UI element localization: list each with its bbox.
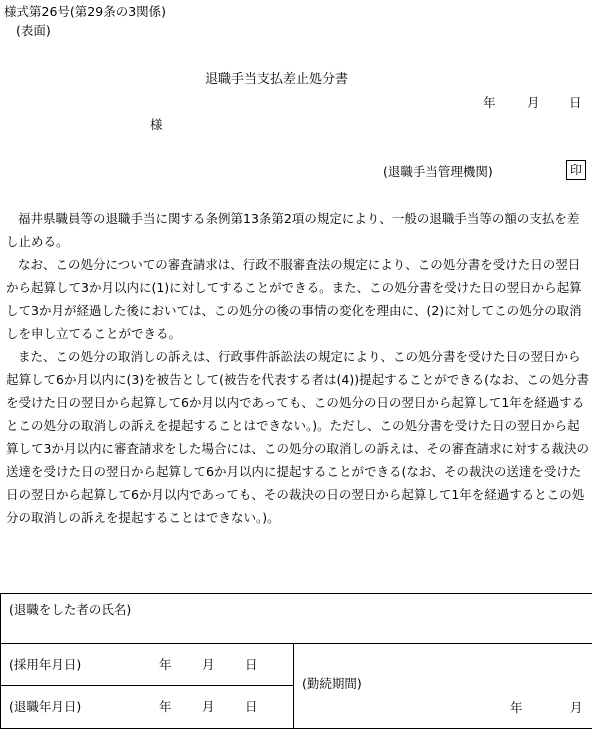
- hire-day-label: 日: [245, 655, 258, 673]
- retire-date-label: (退職年月日): [9, 697, 81, 715]
- retire-day-label: 日: [245, 697, 258, 715]
- body-paragraph-3: また、この処分の取消しの訴えは、行政事件訴訟法の規定により、この処分書を受けた日の翌日から起算して6か月以内に(3)を被告として(被告を代表する者は(4))提起することができる(なお、この処分書を受けた日の翌日から起算して6か月以内であっても、この処分の日の翌日から起算して1年を経過するとこの処分の取消しの訴えを提起することはできない。)。ただし、この処分書を受けた日の翌日から起算して3か月以内に審査請求をした場合には、この処分の取消しの訴えは、その審査請求に対する裁決の送達を受けた日の翌日から起算して6か月以内に提起することができる(なお、その裁決の送達を受けた日の翌日から起算して6か月以内であっても、その裁決の日の翌日から起算して1年を経過するとこの処分の取消しの訴えを提起することはできない。)。: [6, 345, 590, 529]
- form-number: 様式第26号(第29条の3関係): [4, 2, 166, 20]
- date-year-label: 年: [483, 93, 496, 111]
- addressee-suffix: 様: [150, 115, 163, 133]
- service-year-label: 年: [510, 698, 523, 716]
- service-period-cell: [294, 644, 592, 729]
- hire-month-label: 月: [202, 655, 215, 673]
- document-title: 退職手当支払差止処分書: [205, 68, 348, 87]
- retiree-name-cell: [1, 594, 592, 644]
- hire-year-label: 年: [159, 655, 172, 673]
- date-day-label: 日: [569, 93, 582, 111]
- body-paragraph-1: 福井県職員等の退職手当に関する条例第13条第2項の規定により、一般の退職手当等の額の支払を差し止める。: [6, 207, 590, 253]
- retire-month-label: 月: [202, 697, 215, 715]
- hire-date-cell: [1, 644, 294, 686]
- service-month-label: 月: [570, 698, 583, 716]
- hire-date-label: (採用年月日): [9, 655, 81, 673]
- service-period-label: (勤続期間): [302, 674, 362, 692]
- retiree-info-table: [0, 593, 592, 729]
- issuer-label: (退職手当管理機関): [383, 162, 493, 180]
- date-month-label: 月: [527, 93, 540, 111]
- seal-mark: 印: [566, 160, 586, 180]
- retire-date-cell: [1, 686, 294, 729]
- retire-year-label: 年: [159, 697, 172, 715]
- side-label: (表面): [16, 21, 51, 39]
- body-paragraph-2: なお、この処分についての審査請求は、行政不服審査法の規定により、この処分書を受けた日の翌日から起算して3か月以内に(1)に対してすることができる。また、この処分書を受けた日の翌日から起算して3か月が経過した後においては、この処分の後の事情の変化を理由に、(2)に対してこの処分の取消しを申し立てることができる。: [6, 253, 590, 345]
- retiree-name-label: (退職をした者の氏名): [9, 600, 131, 618]
